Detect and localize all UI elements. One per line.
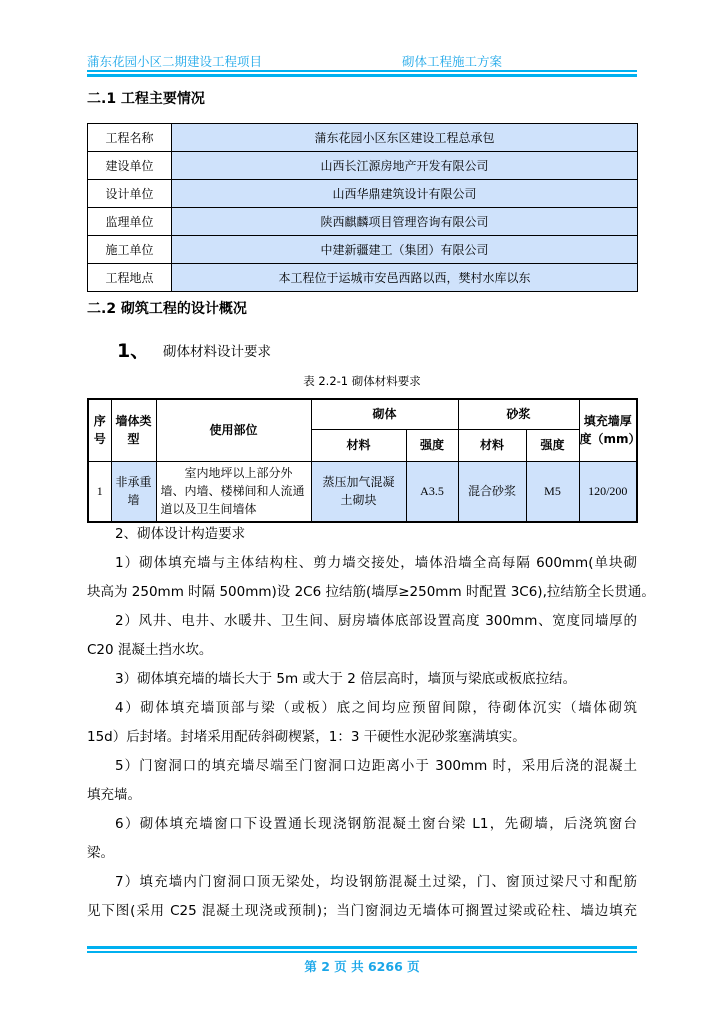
table-row	[88, 264, 638, 292]
th-thickness: 填充墙厚度（mm）	[579, 399, 637, 461]
row-label: 工程地点	[88, 264, 172, 292]
table-row	[88, 124, 638, 152]
body-text-line: 1）砌体填充墙与主体结构柱、剪力墙交接处，墙体沿墙全高每隔 600mm(单块砌	[115, 555, 637, 571]
row-label: 建设单位	[88, 152, 172, 180]
row-label: 工程名称	[88, 124, 172, 152]
body-text-line: 填充墙。	[87, 787, 141, 803]
th-mortar-strength: 强度	[526, 429, 579, 461]
row-value: 中建新疆建工（集团）有限公司	[172, 236, 638, 264]
page-number: 第 2 页 共 6266 页	[304, 959, 420, 974]
cell-mortar: 混合砂浆	[458, 461, 526, 522]
table-caption: 表 2.2-1 砌体材料要求	[303, 374, 421, 388]
row-value: 蒲东花园小区东区建设工程总承包	[172, 124, 638, 152]
body-text-line: 块高为 250mm 时隔 500mm)设 2C6 拉结筋(墙厚≥250mm 时配置 3C6),拉结筋全长贯通。	[87, 584, 655, 600]
row-value: 陕西麒麟项目管理咨询有限公司	[172, 208, 638, 236]
body-text-line: C20 混凝土挡水坎。	[87, 642, 213, 658]
th-use: 使用部位	[156, 399, 311, 461]
header-doc-title: 砌体工程施工方案	[402, 54, 503, 69]
subsection-title: 砌体材料设计要求	[163, 344, 271, 360]
body-text-line: 梁。	[87, 845, 114, 861]
cell-strength: A3.5	[406, 461, 458, 522]
body-text-line: 见下图(采用 C25 混凝土现浇或预制)；当门窗洞边无墙体可搁置过梁或砼柱、墙边填充	[87, 903, 637, 919]
row-label: 设计单位	[88, 180, 172, 208]
row-value: 山西长江源房地产开发有限公司	[172, 152, 638, 180]
row-value: 本工程位于运城市安邑西路以西，樊村水库以东	[172, 264, 638, 292]
cell-mortar-strength: M5	[526, 461, 579, 522]
row-label: 监理单位	[88, 208, 172, 236]
table-row	[88, 180, 638, 208]
body-text-line: 2）风井、电井、水暖井、卫生间、厨房墙体底部设置高度 300mm、宽度同墙厚的	[115, 613, 637, 629]
th-type: 墙体类型	[111, 399, 156, 461]
th-no: 序号	[88, 399, 111, 461]
row-label: 施工单位	[88, 236, 172, 264]
body-text-line: 4）砌体填充墙顶部与梁（或板）底之间均应预留间隙，待砌体沉实（墙体砌筑	[115, 700, 637, 716]
cell-no: 1	[88, 461, 111, 522]
th-mortar: 砂浆	[458, 399, 579, 429]
row-value: 山西华鼎建筑设计有限公司	[172, 180, 638, 208]
cell-use: 室内地坪以上部分外墙、内墙、楼梯间和人流通道以及卫生间墙体	[156, 461, 311, 522]
th-masonry-strength: 强度	[406, 429, 458, 461]
header-rule	[87, 70, 637, 72]
body-text-line: 3）砌体填充墙的墙长大于 5m 或大于 2 倍层高时，墙顶与梁底或板底拉结。	[115, 671, 577, 687]
section-heading: 二.1 工程主要情况	[87, 91, 205, 107]
body-text-line: 6）砌体填充墙窗口下设置通长现浇钢筋混凝土窗台梁 L1，先砌墙，后浇筑窗台	[115, 816, 637, 832]
subsection-number: 1、	[117, 340, 150, 362]
cell-type: 非承重墙	[111, 461, 156, 522]
table-row	[88, 236, 638, 264]
project-info-table	[87, 123, 638, 292]
body-text-line: 7）填充墙内门窗洞口顶无梁处，均设钢筋混凝土过梁，门、窗顶过梁尺寸和配筋	[115, 874, 637, 890]
section-heading: 二.2 砌筑工程的设计概况	[87, 301, 247, 317]
cell-thickness: 120/200	[579, 461, 637, 522]
th-mortar-material: 材料	[458, 429, 526, 461]
body-text-line: 15d）后封堵。封堵采用配砖斜砌楔紧，1：3 干硬性水泥砂浆塞满填实。	[87, 729, 526, 745]
th-masonry: 砌体	[311, 399, 458, 429]
table-row	[88, 152, 638, 180]
th-masonry-material: 材料	[311, 429, 406, 461]
table-row	[88, 208, 638, 236]
header-rule-thick	[87, 74, 637, 77]
footer-rule-thick	[87, 946, 637, 949]
footer-rule	[87, 951, 637, 953]
header-project: 蒲东花园小区二期建设工程项目	[87, 54, 263, 69]
body-text-line: 5）门窗洞口的填充墙尽端至门窗洞口边距离小于 300mm 时，采用后浇的混凝土	[115, 758, 637, 774]
table-row	[88, 461, 637, 522]
cell-material: 蒸压加气混凝土砌块	[311, 461, 406, 522]
masonry-material-table	[87, 398, 641, 523]
body-text-line: 2、砌体设计构造要求	[115, 526, 246, 542]
